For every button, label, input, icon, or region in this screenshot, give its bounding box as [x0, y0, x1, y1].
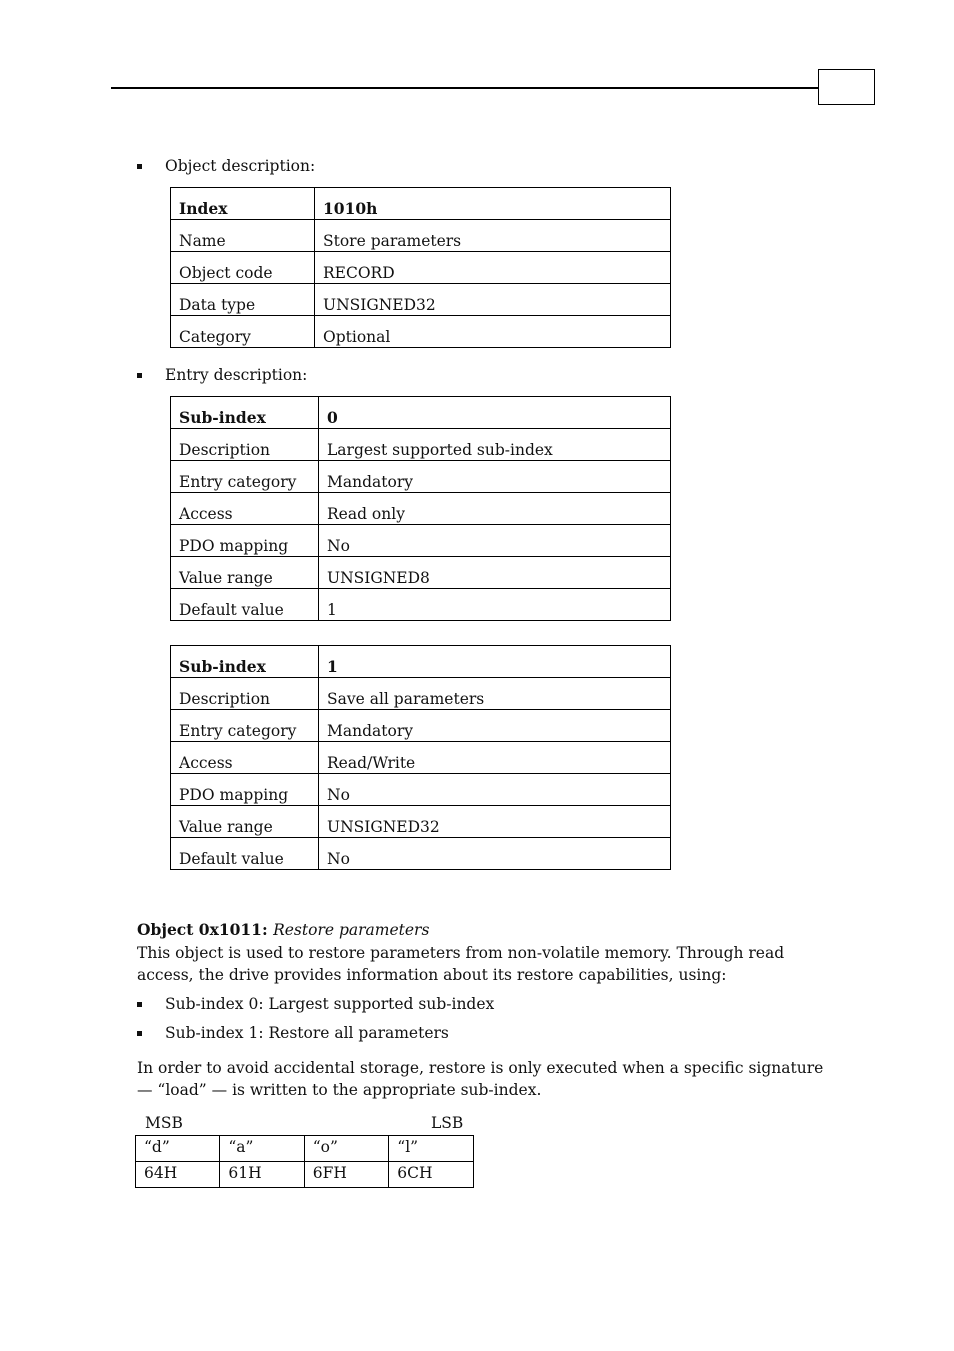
- table-cell: Optional: [315, 316, 671, 348]
- table-cell: Save all parameters: [319, 678, 671, 710]
- table-row: [171, 493, 671, 525]
- bullet-label: Object description:: [165, 157, 316, 175]
- table-cell: 0: [319, 397, 671, 429]
- table-cell: “a”: [220, 1136, 304, 1162]
- table-cell: Entry category: [171, 710, 319, 742]
- bullet-square-icon: [137, 1031, 142, 1036]
- table-cell: UNSIGNED32: [315, 284, 671, 316]
- table-cell: Read only: [319, 493, 671, 525]
- table-cell: Default value: [171, 589, 319, 621]
- table-row: [171, 316, 671, 348]
- msb-label: MSB: [145, 1114, 183, 1132]
- table-cell: 61H: [220, 1162, 304, 1188]
- table-cell: Access: [171, 742, 319, 774]
- table-row: [171, 397, 671, 429]
- table-row: [171, 525, 671, 557]
- table-cell: Access: [171, 493, 319, 525]
- table-cell: Store parameters: [315, 220, 671, 252]
- table-cell: Data type: [171, 284, 315, 316]
- bullet-label: Sub-index 0: Largest supported sub-index: [165, 995, 495, 1013]
- table-cell: UNSIGNED32: [319, 806, 671, 838]
- table-row: [171, 646, 671, 678]
- table-cell: UNSIGNED8: [319, 557, 671, 589]
- intro-paragraph: This object is used to restore parameters from non-volatile memory. Through read access, the drive provides information about its restore capabilities, using:: [137, 944, 785, 984]
- table-cell: Value range: [171, 806, 319, 838]
- table-cell: 1: [319, 589, 671, 621]
- table-cell: Object code: [171, 252, 315, 284]
- table-cell: PDO mapping: [171, 774, 319, 806]
- table-cell: Description: [171, 678, 319, 710]
- table-cell: No: [319, 525, 671, 557]
- table-row: [136, 1162, 474, 1188]
- table-row: [171, 429, 671, 461]
- table-row: [171, 774, 671, 806]
- page-number-box: [818, 69, 875, 105]
- table-cell: Largest supported sub-index: [319, 429, 671, 461]
- table-row: [171, 838, 671, 870]
- table-cell: Category: [171, 316, 315, 348]
- table-cell: Mandatory: [319, 461, 671, 493]
- table-row: [171, 188, 671, 220]
- table-row: [171, 589, 671, 621]
- table-cell: “l”: [389, 1136, 474, 1162]
- table-cell: Default value: [171, 838, 319, 870]
- table-cell: Sub-index: [171, 646, 319, 678]
- table-cell: 1010h: [315, 188, 671, 220]
- heading-object-id: Object 0x1011:: [137, 920, 274, 939]
- lsb-label: LSB: [431, 1114, 464, 1132]
- bullet-square-icon: [137, 164, 142, 169]
- table-cell: No: [319, 774, 671, 806]
- table-cell: No: [319, 838, 671, 870]
- table-cell: Index: [171, 188, 315, 220]
- bullet-label: Sub-index 1: Restore all parameters: [165, 1024, 449, 1042]
- table-row: [171, 461, 671, 493]
- table-cell: Read/Write: [319, 742, 671, 774]
- table-cell: Sub-index: [171, 397, 319, 429]
- table-row: [171, 806, 671, 838]
- table-cell: Entry category: [171, 461, 319, 493]
- table-cell: “o”: [304, 1136, 389, 1162]
- note-paragraph: In order to avoid accidental storage, restore is only executed when a specific signature — “load” — is written to the appropriate sub-index.: [137, 1059, 824, 1099]
- header-rule: [111, 87, 819, 89]
- table-cell: PDO mapping: [171, 525, 319, 557]
- table-row: [171, 678, 671, 710]
- table-cell: 6CH: [389, 1162, 474, 1188]
- heading-object-name: Restore parameters: [273, 921, 430, 939]
- bullet-label: Entry description:: [165, 366, 308, 384]
- section-heading: [137, 920, 429, 939]
- table-cell: RECORD: [315, 252, 671, 284]
- table-cell: 64H: [136, 1162, 220, 1188]
- object-description-table: [170, 187, 671, 348]
- table-row: [171, 220, 671, 252]
- table-cell: Description: [171, 429, 319, 461]
- table-row: [171, 710, 671, 742]
- entry-table-subindex-1: [170, 645, 671, 870]
- table-cell: Value range: [171, 557, 319, 589]
- table-cell: 6FH: [304, 1162, 389, 1188]
- table-row: [171, 284, 671, 316]
- table-row: [171, 252, 671, 284]
- bullet-square-icon: [137, 373, 142, 378]
- entry-table-subindex-0: [170, 396, 671, 621]
- table-cell: 1: [319, 646, 671, 678]
- bullet-square-icon: [137, 1002, 142, 1007]
- table-row: [136, 1136, 474, 1162]
- table-cell: Name: [171, 220, 315, 252]
- signature-table: [135, 1135, 474, 1188]
- table-row: [171, 557, 671, 589]
- table-row: [171, 742, 671, 774]
- table-cell: Mandatory: [319, 710, 671, 742]
- table-cell: “d”: [136, 1136, 220, 1162]
